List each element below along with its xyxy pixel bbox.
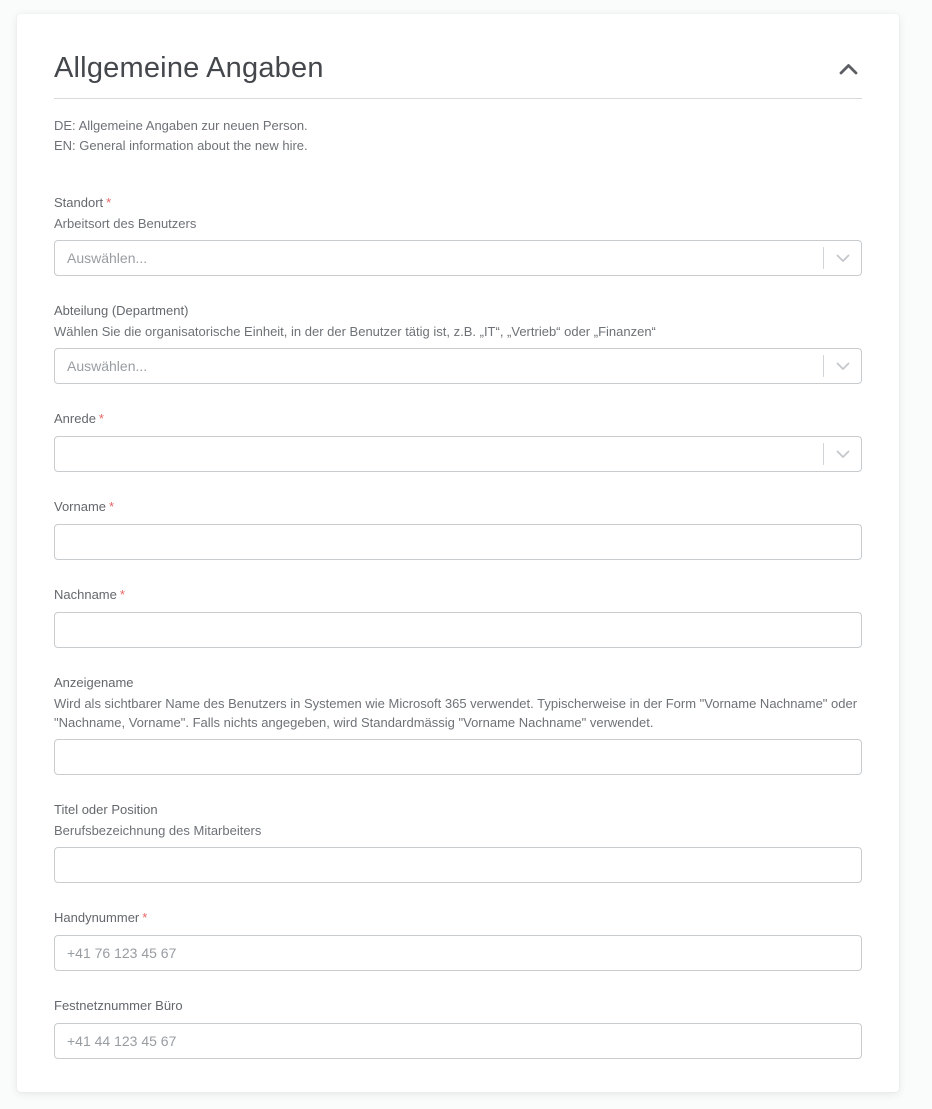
field-group-anrede xyxy=(54,408,862,472)
field-group-abteilung xyxy=(54,300,862,384)
anrede-dropdown-toggle[interactable] xyxy=(823,443,861,465)
field-label xyxy=(54,907,862,928)
field-group-nachname xyxy=(54,584,862,648)
anrede-select[interactable] xyxy=(55,437,823,471)
field-control[interactable] xyxy=(54,612,862,648)
field-group-festnetznummer-buero xyxy=(54,995,862,1059)
standort-sublabel: Arbeitsort des Benutzers xyxy=(54,216,197,231)
nachname-label: Nachname xyxy=(54,587,117,602)
nachname-input[interactable] xyxy=(55,613,861,647)
abteilung-select[interactable] xyxy=(55,349,823,383)
standort-dropdown-toggle[interactable] xyxy=(823,247,861,269)
field-control[interactable] xyxy=(54,847,862,883)
vorname-label: Vorname xyxy=(54,499,107,514)
chevron-down-icon xyxy=(836,362,850,371)
field-group-titel-position xyxy=(54,799,862,883)
handynummer-input[interactable] xyxy=(55,936,861,970)
field-control[interactable] xyxy=(54,348,862,384)
abteilung-dropdown-toggle[interactable] xyxy=(823,355,861,377)
required-asterisk: * xyxy=(98,411,104,426)
required-asterisk: * xyxy=(106,195,112,210)
required-asterisk: * xyxy=(119,587,125,602)
field-group-anzeigename xyxy=(54,672,862,775)
festnetznummer-buero-input[interactable] xyxy=(55,1024,861,1058)
titel-position-label: Titel oder Position xyxy=(54,802,158,817)
field-control[interactable] xyxy=(54,1023,862,1059)
abteilung-label: Abteilung (Department) xyxy=(54,303,189,318)
field-group-standort xyxy=(54,192,862,276)
collapse-section-button[interactable] xyxy=(835,59,862,79)
section-header xyxy=(54,52,862,85)
form-fields xyxy=(54,192,862,1059)
section-description-de: DE: Allgemeine Angaben zur neuen Person. xyxy=(54,118,308,133)
standort-label: Standort xyxy=(54,195,104,210)
field-control[interactable] xyxy=(54,436,862,472)
abteilung-sublabel: Wählen Sie die organisatorische Einheit, in der der Benutzer tätig ist, z.B. „IT“, „Vertrieb“ oder „Finanzen“ xyxy=(54,324,656,339)
titel-position-input[interactable] xyxy=(55,848,861,882)
chevron-up-icon xyxy=(839,63,858,75)
field-label xyxy=(54,408,862,429)
section-title: Allgemeine Angaben xyxy=(54,52,324,84)
required-asterisk: * xyxy=(142,910,148,925)
handynummer-label: Handynummer xyxy=(54,910,140,925)
field-control[interactable] xyxy=(54,524,862,560)
anzeigename-sublabel: Wird als sichtbarer Name des Benutzers in Systemen wie Microsoft 365 verwendet. Typischerweise in der Form "Vorname Nachname" oder "Nachname, Vorname". Falls nichts angegeben, wird Standardmässig "Vorname Nachname" verwendet. xyxy=(54,696,858,730)
field-group-vorname xyxy=(54,496,862,560)
section-card xyxy=(17,14,899,1092)
field-label xyxy=(54,192,862,213)
section-description xyxy=(54,116,862,156)
field-label xyxy=(54,672,862,693)
field-group-handynummer xyxy=(54,907,862,971)
header-divider xyxy=(54,98,862,99)
field-label xyxy=(54,799,862,820)
chevron-down-icon xyxy=(836,254,850,263)
anzeigename-input[interactable] xyxy=(55,740,861,774)
field-control[interactable] xyxy=(54,935,862,971)
field-control[interactable] xyxy=(54,240,862,276)
field-label xyxy=(54,995,862,1016)
field-label xyxy=(54,496,862,517)
chevron-down-icon xyxy=(836,450,850,459)
field-label xyxy=(54,584,862,605)
field-control[interactable] xyxy=(54,739,862,775)
anzeigename-label: Anzeigename xyxy=(54,675,134,690)
vorname-input[interactable] xyxy=(55,525,861,559)
section-description-en: EN: General information about the new hire. xyxy=(54,138,308,153)
required-asterisk: * xyxy=(109,499,115,514)
titel-position-sublabel: Berufsbezeichnung des Mitarbeiters xyxy=(54,823,262,838)
standort-select[interactable] xyxy=(55,241,823,275)
festnetznummer-buero-label: Festnetznummer Büro xyxy=(54,998,183,1013)
anrede-label: Anrede xyxy=(54,411,96,426)
field-label xyxy=(54,300,862,321)
